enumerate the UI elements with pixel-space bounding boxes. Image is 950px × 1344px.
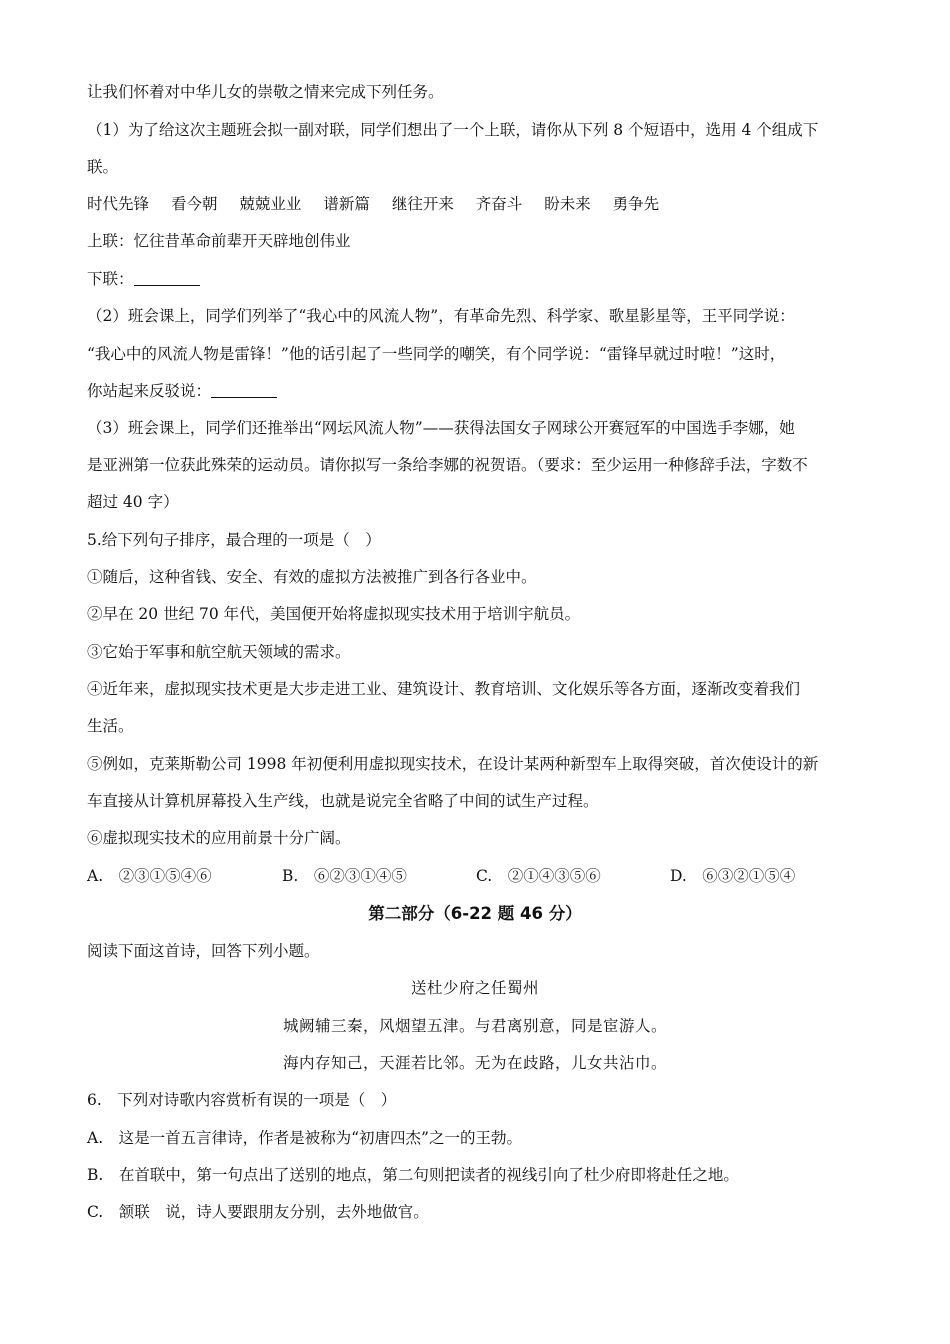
- q5-sentence-2: ②早在 20 世纪 70 年代，美国便开始将虚拟现实技术用于培训宇航员。: [87, 605, 581, 623]
- poem-title: 送杜少府之任蜀州: [410, 979, 539, 997]
- poem-line-1: 城阙辅三秦，风烟望五津。与君离别意，同是宦游人。: [282, 1017, 667, 1035]
- q6-stem: 6. 下列对诗歌内容赏析有误的一项是（ ）: [87, 1091, 397, 1109]
- q5-sentence-5b: 车直接从计算机屏幕投入生产线，也就是说完全省略了中间的试生产过程。: [87, 792, 599, 810]
- part2-heading: 第二部分（6-22 题 46 分）: [368, 904, 582, 923]
- phrase-item: 盼未来: [544, 195, 591, 213]
- q6-option-b: B. 在首联中，第一句点出了送别的地点，第二句则把读者的视线引向了杜少府即将赴任之地。: [87, 1166, 739, 1184]
- poem-line-2: 海内存知己，天涯若比邻。无为在歧路，儿女共沾巾。: [282, 1054, 667, 1072]
- q4-3-line3: 超过 40 字）: [87, 493, 179, 511]
- q5-sentence-1: ①随后，这种省钱、安全、有效的虚拟方法被推广到各行各业中。: [87, 568, 537, 586]
- phrase-item: 兢兢业业: [239, 195, 302, 213]
- q6-option-c: C. 颔联 说，诗人要跟朋友分别，去外地做官。: [87, 1203, 429, 1221]
- q5-option-b: B. ⑥②③①④⑤: [282, 867, 407, 885]
- phrase-item: 齐奋斗: [475, 195, 523, 213]
- phrase-item: 谱新篇: [323, 195, 370, 213]
- phrase-list: [87, 194, 867, 214]
- q4-2-line3: [87, 381, 867, 401]
- q4-2-line2: “我心中的风流人物是雷锋！”他的话引起了一些同学的嘲笑，有个同学说：“雷锋早就过时啦！”这时，: [87, 345, 786, 363]
- q5-option-d: D. ⑥③②①⑤④: [670, 867, 796, 885]
- phrase-item: 看今朝: [170, 195, 218, 213]
- intro-text: 让我们怀着对中华儿女的崇敬之情来完成下列任务。: [87, 83, 444, 101]
- part2-instruction: 阅读下面这首诗，回答下列小题。: [87, 942, 320, 960]
- phrase-item: 勇争先: [612, 195, 660, 213]
- lower-couplet-label: 下联：: [87, 270, 134, 288]
- q4-1-line2: 联。: [87, 158, 119, 176]
- q5-sentence-4a: ④近年来，虚拟现实技术更是大步走进工业、建筑设计、教育培训、文化娱乐等各方面，逐渐改变着我们: [87, 680, 801, 698]
- answer-blank[interactable]: [134, 271, 200, 286]
- q5-sentence-5a: ⑤例如，克莱斯勒公司 1998 年初便利用虚拟现实技术，在设计某两种新型车上取得突破，首次使设计的新: [87, 755, 819, 773]
- phrase-item: 继往开来: [391, 195, 454, 213]
- phrase-item: 时代先锋: [87, 195, 150, 213]
- q5-sentence-6: ⑥虚拟现实技术的应用前景十分广阔。: [87, 829, 351, 847]
- q4-3-line1: （3）班会课上，同学们还推举出“网坛风流人物”——获得法国女子网球公开赛冠军的中国选手李娜，她: [87, 419, 795, 437]
- q5-sentence-3: ③它始于军事和航空航天领域的需求。: [87, 643, 351, 661]
- q4-1-line1: （1）为了给这次主题班会拟一副对联，同学们想出了一个上联，请你从下列 8 个短语中，选用 4 个组成下: [87, 121, 819, 139]
- q5-stem: 5.给下列句子排序，最合理的一项是（ ）: [87, 531, 381, 549]
- q5-option-c: C. ②①④③⑤⑥: [476, 867, 601, 885]
- q6-option-a: A. 这是一首五言律诗，作者是被称为“初唐四杰”之一的王勃。: [87, 1129, 522, 1147]
- q5-option-a: A. ②③①⑤④⑥: [87, 867, 212, 885]
- q4-2-line3-text: 你站起来反驳说：: [87, 382, 212, 400]
- lower-couplet: [87, 269, 867, 289]
- answer-blank[interactable]: [211, 383, 277, 398]
- q4-2-line1: （2）班会课上，同学们列举了“我心中的风流人物”，有革命先烈、科学家、歌星影星等，王平同学说：: [87, 307, 795, 325]
- upper-couplet: 上联：忆往昔革命前辈开天辟地创伟业: [87, 232, 351, 250]
- q5-sentence-4b: 生活。: [87, 717, 134, 735]
- q4-3-line2: 是亚洲第一位获此殊荣的运动员。请你拟写一条给李娜的祝贺语。（要求：至少运用一种修辞手法，字数不: [87, 456, 808, 474]
